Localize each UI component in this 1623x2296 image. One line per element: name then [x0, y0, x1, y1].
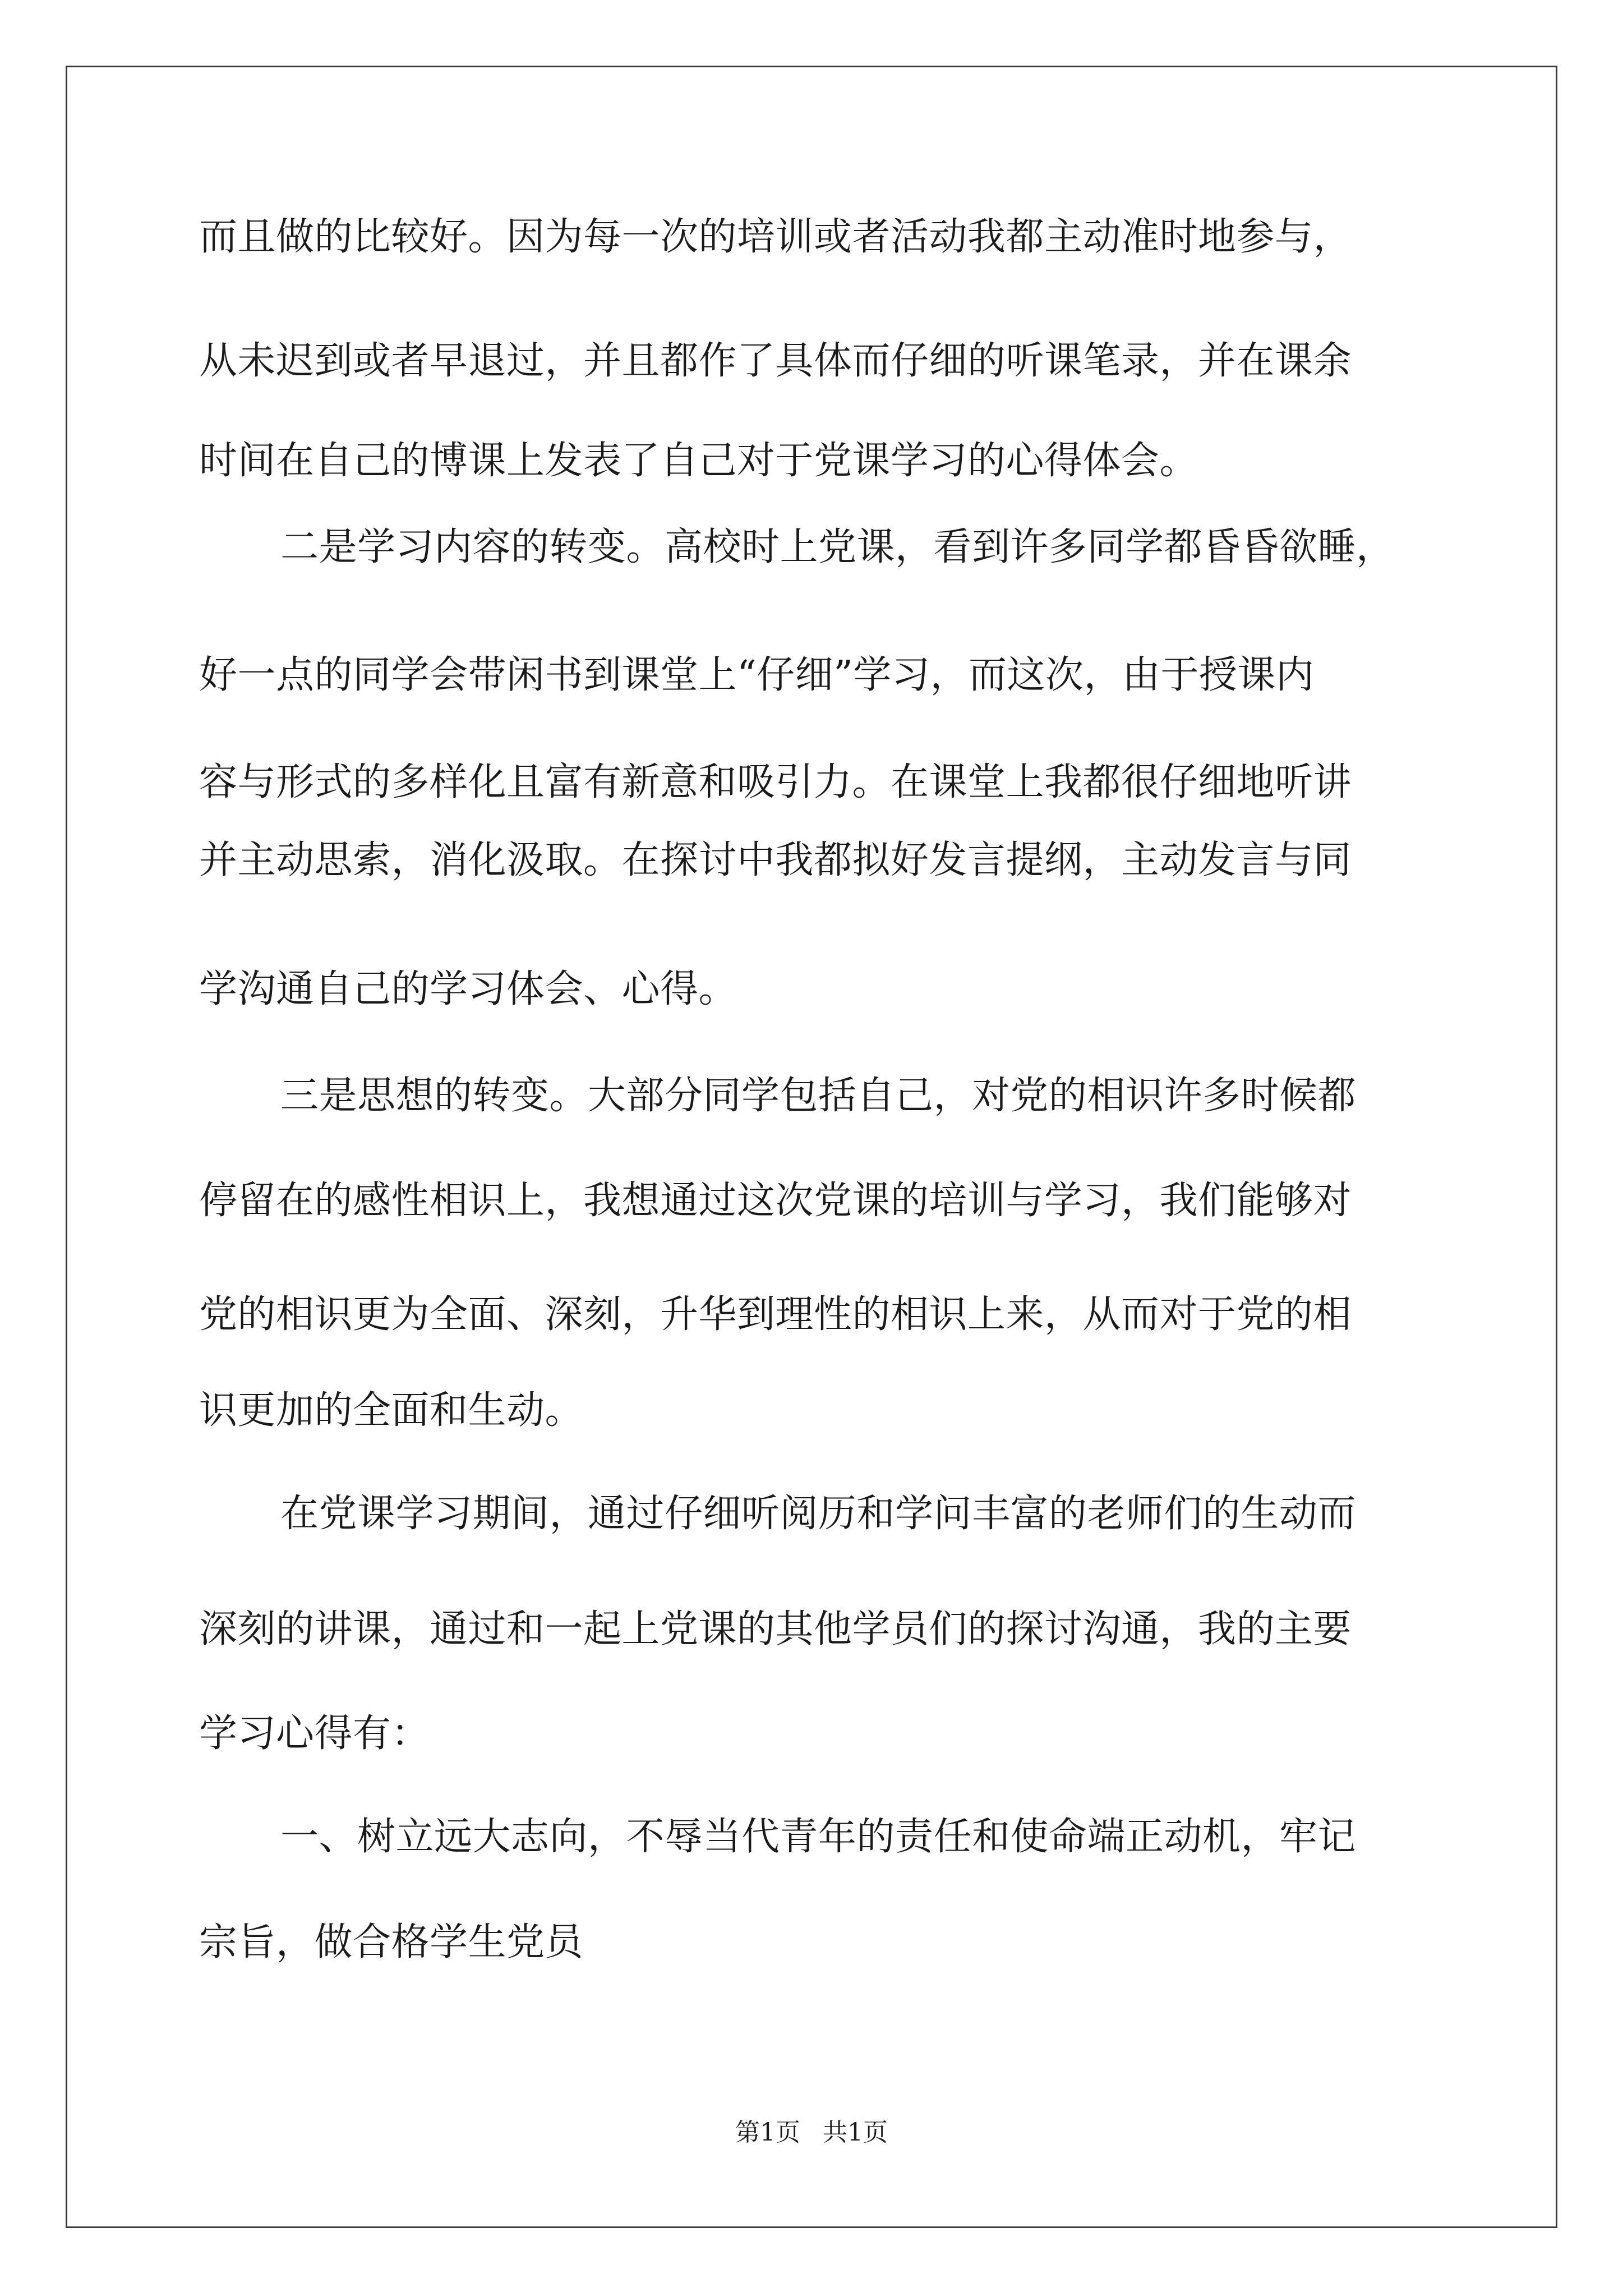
- text-line: 停留在的感性相识上，我想通过这次党课的培训与学习，我们能够对: [199, 1179, 1352, 1223]
- text-line: 好一点的同学会带闲书到课堂上“仔细”学习，而这次，由于授课内: [199, 653, 1315, 697]
- text-line: 时间在自己的博课上发表了自己对于党课学习的心得体会。: [199, 439, 1198, 483]
- text-line: 容与形式的多样化且富有新意和吸引力。在课堂上我都很仔细地听讲: [199, 760, 1352, 804]
- paragraph-first-line: 二是学习内容的转变。高校时上党课，看到许多同学都昏昏欲睡，: [280, 525, 1395, 569]
- text-line: 而且做的比较好。因为每一次的培训或者活动我都主动准时地参与，: [199, 215, 1352, 259]
- text-line: 党的相识更为全面、深刻，升华到理性的相识上来，从而对于党的相: [199, 1292, 1352, 1337]
- paragraph-first-line: 三是思想的转变。大部分同学包括自己，对党的相识许多时候都: [280, 1074, 1357, 1118]
- page-total: 共1页: [823, 2118, 888, 2147]
- paragraph-first-line: 在党课学习期间，通过仔细听阅历和学问丰富的老师们的生动而: [280, 1492, 1357, 1536]
- text-line: 深刻的讲课，通过和一起上党课的其他学员们的探讨沟通，我的主要: [199, 1607, 1352, 1651]
- text-line: 从未迟到或者早退过，并且都作了具体而仔细的听课笔录，并在课余: [199, 339, 1352, 383]
- text-line: 并主动思索，消化汲取。在探讨中我都拟好发言提纲，主动发言与同: [199, 838, 1352, 882]
- page-border: [66, 66, 1557, 2228]
- page-number: 第1页: [735, 2118, 800, 2147]
- text-line: 宗旨，做合格学生党员: [199, 1920, 584, 1964]
- page-footer: [0, 2117, 1623, 2148]
- text-line: 学习心得有：: [199, 1711, 430, 1756]
- text-line: 学沟通自己的学习体会、心得。: [199, 967, 737, 1011]
- text-line: 识更加的全面和生动。: [199, 1388, 584, 1433]
- paragraph-first-line: 一、树立远大志向，不辱当代青年的责任和使命端正动机，牢记: [280, 1815, 1357, 1859]
